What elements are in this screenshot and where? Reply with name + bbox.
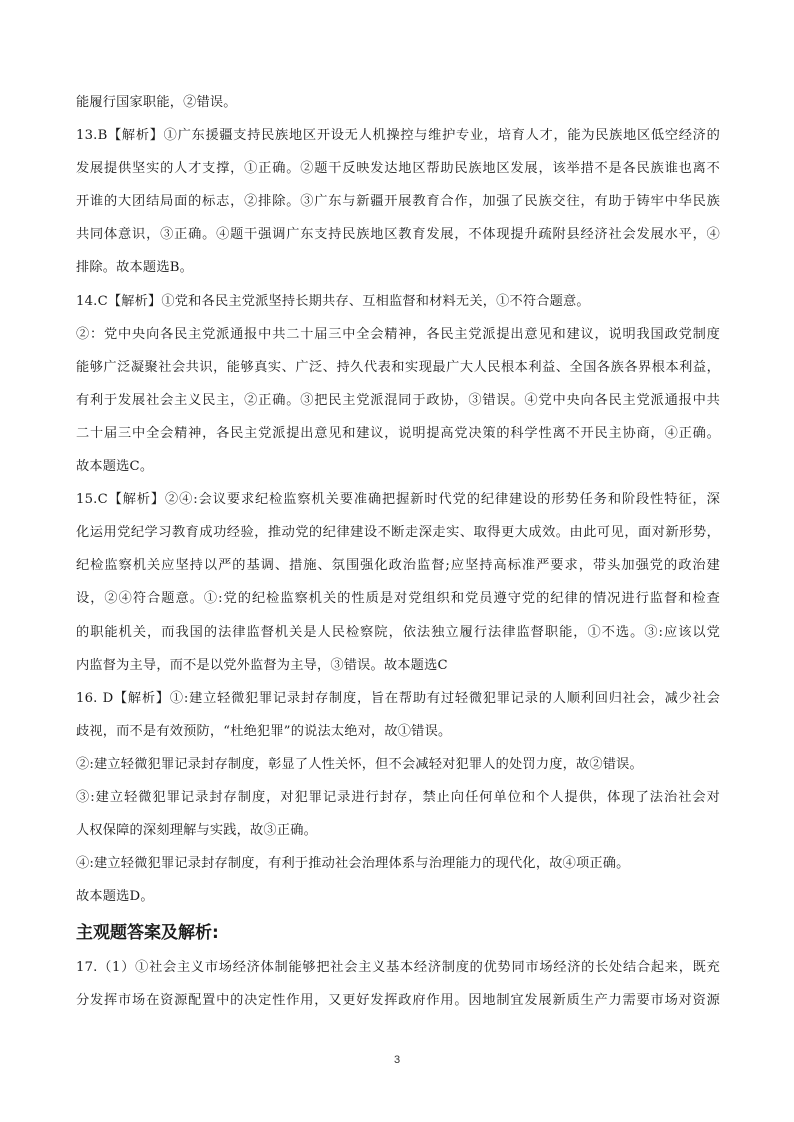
- text-line: 15.C【解析】②④:会议要求纪检监察机关要准确把握新时代党的纪律建设的形势任务和阶段性特征，深: [76, 492, 720, 508]
- text-line: 歧视，而不是有效预防，“杜绝犯罪”的说法太绝对，故①错误。: [76, 723, 452, 739]
- text-line: 有利于发展社会主义民主，②正确。③把民主党派混同于政协，③错误。④党中央向各民主党派通报中共: [76, 392, 720, 408]
- text-line: 开谁的大团结局面的标志，②排除。③广东与新疆开展教育合作，加强了民族交往，有助于铸牢中华民族: [76, 194, 720, 210]
- section-heading: 主观题答案及解析:: [76, 923, 219, 944]
- text-line: 人权保障的深刻理解与实践，故③正确。: [76, 823, 317, 839]
- text-line: 能够广泛凝聚社会共识，能够真实、广泛、持久代表和实现最广大人民根本利益、全国各族各界根本利益，: [76, 359, 720, 375]
- text-line: 的职能机关，而我国的法律监督机关是人民检察院，依法独立履行法律监督职能，①不选。③:应该以党: [76, 624, 720, 640]
- text-line: ③:建立轻微犯罪记录封存制度，对犯罪记录进行封存，禁止向任何单位和个人提供，体现了法治社会对: [76, 789, 720, 805]
- text-line: ②：党中央向各民主党派通报中共二十届三中全会精神，各民主党派提出意见和建议，说明我国政党制度: [76, 326, 720, 342]
- text-line: ②:建立轻微犯罪记录封存制度，彰显了人性关怀，但不会减轻对犯罪人的处罚力度，故②错误。: [76, 756, 643, 772]
- page-number: 3: [393, 1054, 401, 1066]
- text-line: 故本题选D。: [76, 889, 154, 905]
- text-line: 设，②④符合题意。①:党的纪检监察机关的性质是对党组织和党员遵守党的纪律的情况进行监督和检查: [76, 591, 720, 607]
- text-line: 二十届三中全会精神，各民主党派提出意见和建议，说明提高党决策的科学性离不开民主协商，④正确。: [76, 425, 720, 441]
- text-line: 14.C【解析】①党和各民主党派坚持长期共存、互相监督和材料无关，①不符合题意。: [76, 293, 590, 309]
- document-page: [76, 86, 720, 1018]
- text-line: 17.（1）①社会主义市场经济体制能够把社会主义基本经济制度的优势同市场经济的长处结合起来，既充: [76, 960, 720, 976]
- text-line: 发展提供坚实的人才支撑，①正确。②题干反映发达地区帮助民族地区发展，该举措不是各民族谁也离不: [76, 161, 720, 177]
- text-line: 排除。故本题选B。: [76, 260, 193, 276]
- subjective-answer-body: [76, 951, 720, 1017]
- text-line: 能履行国家职能，②错误。: [76, 95, 237, 110]
- text-line: 13.B【解析】①广东援疆支持民族地区开设无人机操控与维护专业，培育人才，能为民族地区低空经济的: [76, 128, 720, 144]
- text-line: 16. D【解析】①:建立轻微犯罪记录封存制度，旨在帮助有过轻微犯罪记录的人顺利回归社会，减少社会: [76, 690, 720, 706]
- text-line: ④:建立轻微犯罪记录封存制度，有利于推动社会治理体系与治理能力的现代化，故④项正确。: [76, 856, 630, 872]
- answer-body: [76, 86, 720, 913]
- text-line: 分发挥市场在资源配置中的决定性作用，又更好发挥政府作用。因地制宜发展新质生产力需要市场对资源: [76, 993, 720, 1009]
- text-line: 故本题选C。: [76, 459, 154, 475]
- text-line: 化运用党纪学习教育成功经验，推动党的纪律建设不断走深走实、取得更大成效。由此可见，面对新形势，: [76, 525, 720, 541]
- text-line: 纪检监察机关应坚持以严的基调、措施、氛围强化政治监督;应坚持高标准严要求，带头加强党的政治建: [76, 558, 720, 574]
- text-line: 内监督为主导，而不是以党外监督为主导，③错误。故本题选C: [76, 657, 448, 673]
- text-line: 共同体意识，③正确。④题干强调广东支持民族地区教育发展，不体现提升疏附县经济社会发展水平，④: [76, 227, 720, 243]
